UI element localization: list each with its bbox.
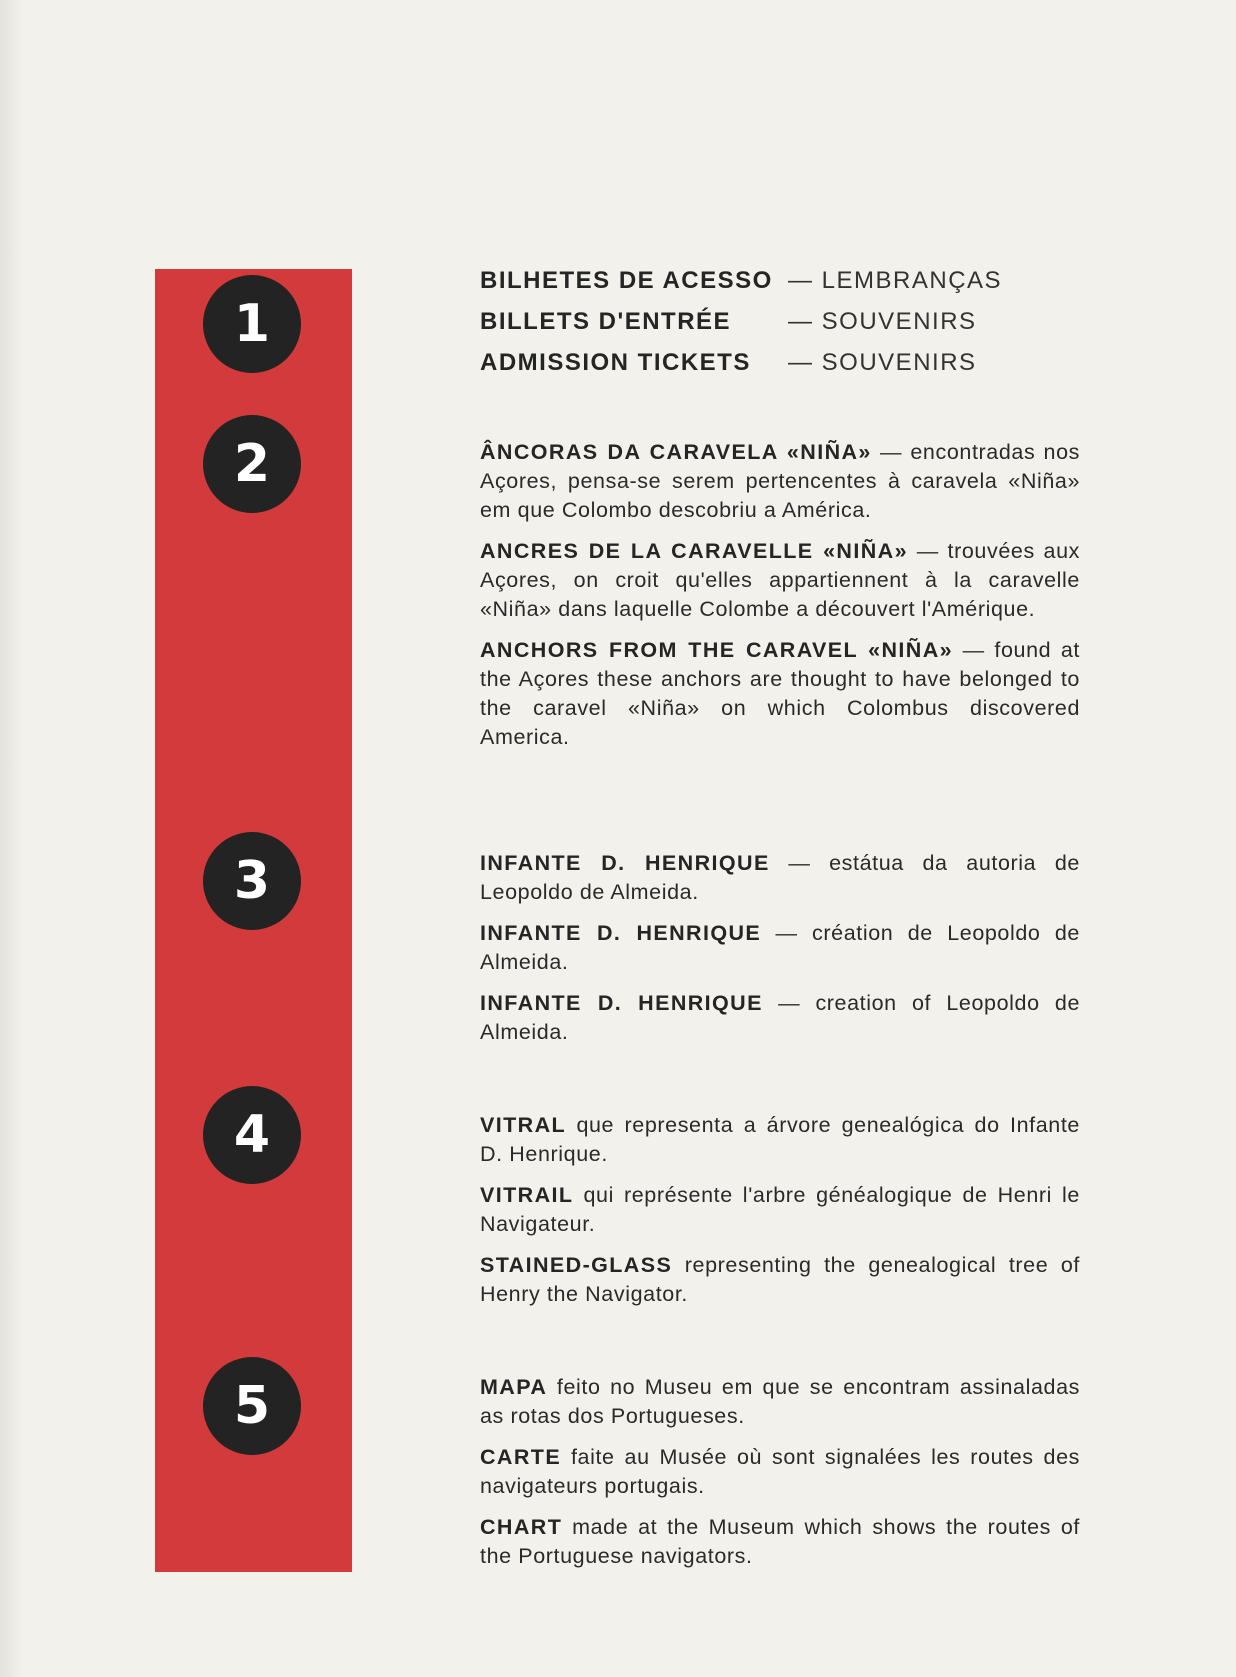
paragraph-heading: MAPA — [480, 1375, 548, 1399]
paragraph-en — [480, 1251, 1080, 1309]
section-admission-tickets — [480, 260, 1080, 383]
paragraph-body: — trouvées aux Açores, on croit qu'elles appartiennent à la caravelle «Niña» dans laquelle Colombe a découvert l'Amérique. — [480, 539, 1081, 621]
paragraph-en — [480, 636, 1080, 752]
paragraph-heading: INFANTE D. HENRIQUE — [480, 991, 763, 1015]
ticket-label: BILLETS D'ENTRÉE — [480, 308, 732, 335]
paragraph-heading: ANCRES DE LA CARAVELLE «NIÑA» — [480, 539, 908, 563]
paragraph-fr — [480, 919, 1080, 977]
section-anchors — [480, 438, 1080, 764]
paragraph-body: — creation of Leopoldo de Almeida. — [480, 991, 1080, 1044]
section-stained-glass — [480, 1111, 1080, 1321]
ticket-value: — SOUVENIRS — [788, 349, 977, 376]
paragraph-body: — encontradas nos Açores, pensa-se serem pertencentes à caravela «Niña» em que Colombo descobriu a América. — [480, 440, 1081, 522]
paragraph-body: — estátua da autoria de Leopoldo de Almeida. — [480, 851, 1080, 904]
paragraph-body: feito no Museu em que se encontram assinaladas as rotas dos Portugueses. — [480, 1375, 1080, 1428]
number-badge-5: 5 — [203, 1357, 301, 1455]
paragraph-heading: ÂNCORAS DA CARAVELA «NIÑA» — [480, 440, 872, 464]
paragraph-body: — found at the Açores these anchors are thought to have belonged to the caravel «Niña» on which Colombus discovered America. — [480, 638, 1080, 749]
paragraph-pt — [480, 1373, 1080, 1431]
paragraph-heading: CHART — [480, 1515, 563, 1539]
number-badge-3: 3 — [203, 832, 301, 930]
paragraph-heading: VITRAL — [480, 1113, 567, 1137]
paragraph-heading: INFANTE D. HENRIQUE — [480, 921, 762, 945]
paragraph-body: made at the Museum which shows the routes of the Portuguese navigators. — [480, 1515, 1080, 1568]
ticket-value: — SOUVENIRS — [788, 308, 977, 335]
paragraph-pt — [480, 438, 1080, 525]
paragraph-body: qui représente l'arbre généalogique de Henri le Navigateur. — [480, 1183, 1080, 1236]
paragraph-body: representing the genealogical tree of Henry the Navigator. — [480, 1253, 1080, 1306]
paragraph-body: faite au Musée où sont signalées les routes des navigateurs portugais. — [480, 1445, 1080, 1498]
page-edge-shadow — [0, 0, 22, 1677]
paragraph-fr — [480, 537, 1080, 624]
paragraph-en — [480, 1513, 1080, 1571]
section-navigators-chart — [480, 1373, 1080, 1583]
ticket-value: — LEMBRANÇAS — [788, 267, 1003, 294]
ticket-row-fr — [480, 301, 1080, 342]
paragraph-fr — [480, 1181, 1080, 1239]
paragraph-en — [480, 989, 1080, 1047]
number-badge-2: 2 — [203, 415, 301, 513]
paragraph-pt — [480, 1111, 1080, 1169]
section-infante-henrique — [480, 849, 1080, 1059]
paragraph-heading: ANCHORS FROM THE CARAVEL «NIÑA» — [480, 638, 953, 662]
ticket-row-pt — [480, 260, 1080, 301]
paragraph-heading: INFANTE D. HENRIQUE — [480, 851, 770, 875]
ticket-row-en — [480, 342, 1080, 383]
ticket-label: ADMISSION TICKETS — [480, 349, 751, 376]
paragraph-pt — [480, 849, 1080, 907]
paragraph-body: que representa a árvore genealógica do Infante D. Henrique. — [480, 1113, 1080, 1166]
paragraph-fr — [480, 1443, 1080, 1501]
number-badge-4: 4 — [203, 1086, 301, 1184]
paragraph-heading: VITRAIL — [480, 1183, 574, 1207]
number-badge-1: 1 — [203, 275, 301, 373]
paragraph-body: — création de Leopoldo de Almeida. — [480, 921, 1080, 974]
ticket-label: BILHETES DE ACESSO — [480, 267, 773, 294]
paragraph-heading: STAINED-GLASS — [480, 1253, 673, 1277]
paragraph-heading: CARTE — [480, 1445, 562, 1469]
